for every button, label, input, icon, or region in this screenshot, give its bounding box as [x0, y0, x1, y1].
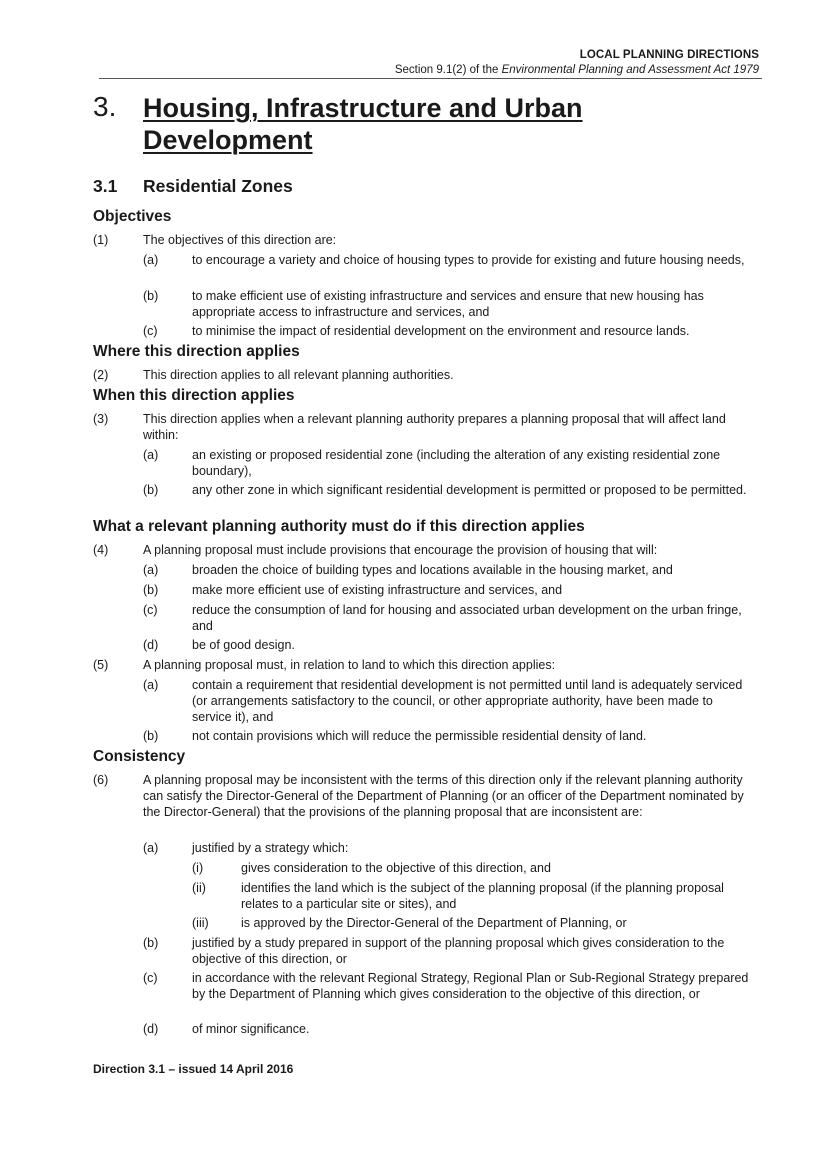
clause-1c-number: (c) — [143, 324, 158, 338]
clause-4-text: A planning proposal must include provisions that encourage the provision of housing that will: — [143, 543, 658, 557]
clause-1-number: (1) — [93, 233, 109, 247]
clause-3b-number: (b) — [143, 483, 159, 497]
clause-1b-text: to make efficient use of existing infrastructure and services and ensure that new housing has appropriate access to infrastructure and services, and — [192, 289, 704, 319]
clause-6b-number: (b) — [143, 936, 159, 950]
clause-5-number: (5) — [93, 658, 109, 672]
clause-4c-number: (c) — [143, 603, 158, 617]
clause-5b-text: not contain provisions which will reduce the permissible residential density of land. — [192, 729, 647, 743]
chapter-title: Housing, Infrastructure and Urban Development — [143, 93, 583, 155]
clause-4a-text: broaden the choice of building types and locations available in the housing market, and — [192, 563, 673, 577]
clause-6c-text: in accordance with the relevant Regional Strategy, Regional Plan or Sub-Regional Strategy prepared by the Department of Planning which gives consideration to the objective of this direction, or — [192, 971, 749, 1001]
clause-6a-i-number: (i) — [192, 861, 204, 875]
clause-3a-number: (a) — [143, 448, 159, 462]
section-title: Residential Zones — [143, 176, 293, 196]
act-name: Environmental Planning and Assessment Act 1979 — [501, 64, 759, 76]
clause-1a-text: to encourage a variety and choice of housing types to provide for existing and future housing needs, — [192, 253, 745, 267]
clause-4a-number: (a) — [143, 563, 159, 577]
page-footer: Direction 3.1 – issued 14 April 2016 — [93, 1062, 294, 1076]
heading-consistency: Consistency — [93, 748, 186, 765]
clause-1b-number: (b) — [143, 289, 159, 303]
clause-4b-number: (b) — [143, 583, 159, 597]
heading-where-applies: Where this direction applies — [93, 343, 300, 360]
clause-5a-number: (a) — [143, 678, 159, 692]
clause-3-number: (3) — [93, 412, 109, 426]
clause-6a-ii-number: (ii) — [192, 881, 206, 895]
clause-1a-number: (a) — [143, 253, 159, 267]
clause-4-number: (4) — [93, 543, 109, 557]
clause-6a-ii-text: identifies the land which is the subject of the planning proposal (if the planning proposal relates to a particular site or sites), and — [241, 881, 724, 911]
clause-5b-number: (b) — [143, 729, 159, 743]
running-header-subtitle — [395, 64, 759, 76]
clause-5-text: A planning proposal must, in relation to land to which this direction applies: — [143, 658, 556, 672]
clause-6a-iii-text: is approved by the Director-General of the Department of Planning, or — [241, 916, 627, 930]
clause-6-number: (6) — [93, 773, 109, 787]
clause-4b-text: make more efficient use of existing infrastructure and services, and — [192, 583, 563, 597]
clause-6d-text: of minor significance. — [192, 1022, 310, 1036]
clause-6b-text: justified by a study prepared in support of the planning proposal which gives consideration to the objective of this direction, or — [192, 936, 725, 966]
section-number: 3.1 — [93, 176, 118, 196]
clause-5a-text: contain a requirement that residential development is not permitted until land is adequately serviced (or arrangements satisfactory to the council, or other appropriate authority, have been made to service it), and — [192, 678, 743, 724]
heading-objectives: Objectives — [93, 208, 172, 225]
heading-when-applies: When this direction applies — [93, 387, 295, 404]
running-header-title: LOCAL PLANNING DIRECTIONS — [579, 49, 759, 61]
chapter-number: 3. — [93, 91, 117, 122]
clause-6a-text: justified by a strategy which: — [192, 841, 349, 855]
clause-6-text: A planning proposal may be inconsistent with the terms of this direction only if the relevant planning authority can satisfy the Director-General of the Department of Planning (or an officer of the Department nominated by the Director-General) that the provisions of the planning proposal that are inconsistent are: — [143, 773, 744, 819]
clause-3a-text: an existing or proposed residential zone (including the alteration of any existing residential zone boundary), — [192, 448, 721, 478]
clause-6a-i-text: gives consideration to the objective of this direction, and — [241, 861, 551, 875]
header-rule — [99, 78, 762, 79]
clause-6a-number: (a) — [143, 841, 159, 855]
clause-2-number: (2) — [93, 368, 109, 382]
clause-6d-number: (d) — [143, 1022, 159, 1036]
clause-3b-text: any other zone in which significant residential development is permitted or proposed to be permitted. — [192, 483, 747, 497]
clause-6c-number: (c) — [143, 971, 158, 985]
clause-2-text: This direction applies to all relevant planning authorities. — [143, 368, 454, 382]
clause-3-text: This direction applies when a relevant planning authority prepares a planning proposal that will affect land within: — [143, 412, 726, 442]
clause-4c-text: reduce the consumption of land for housing and associated urban development on the urban fringe, and — [192, 603, 742, 633]
clause-6a-iii-number: (iii) — [192, 916, 209, 930]
subtitle-prefix: Section 9.1(2) of the — [394, 64, 502, 76]
clause-1-text: The objectives of this direction are: — [143, 233, 337, 247]
clause-4d-number: (d) — [143, 638, 159, 652]
clause-1c-text: to minimise the impact of residential development on the environment and resource lands. — [192, 324, 690, 338]
heading-what-must-do: What a relevant planning authority must do if this direction applies — [93, 518, 585, 535]
clause-4d-text: be of good design. — [192, 638, 295, 652]
